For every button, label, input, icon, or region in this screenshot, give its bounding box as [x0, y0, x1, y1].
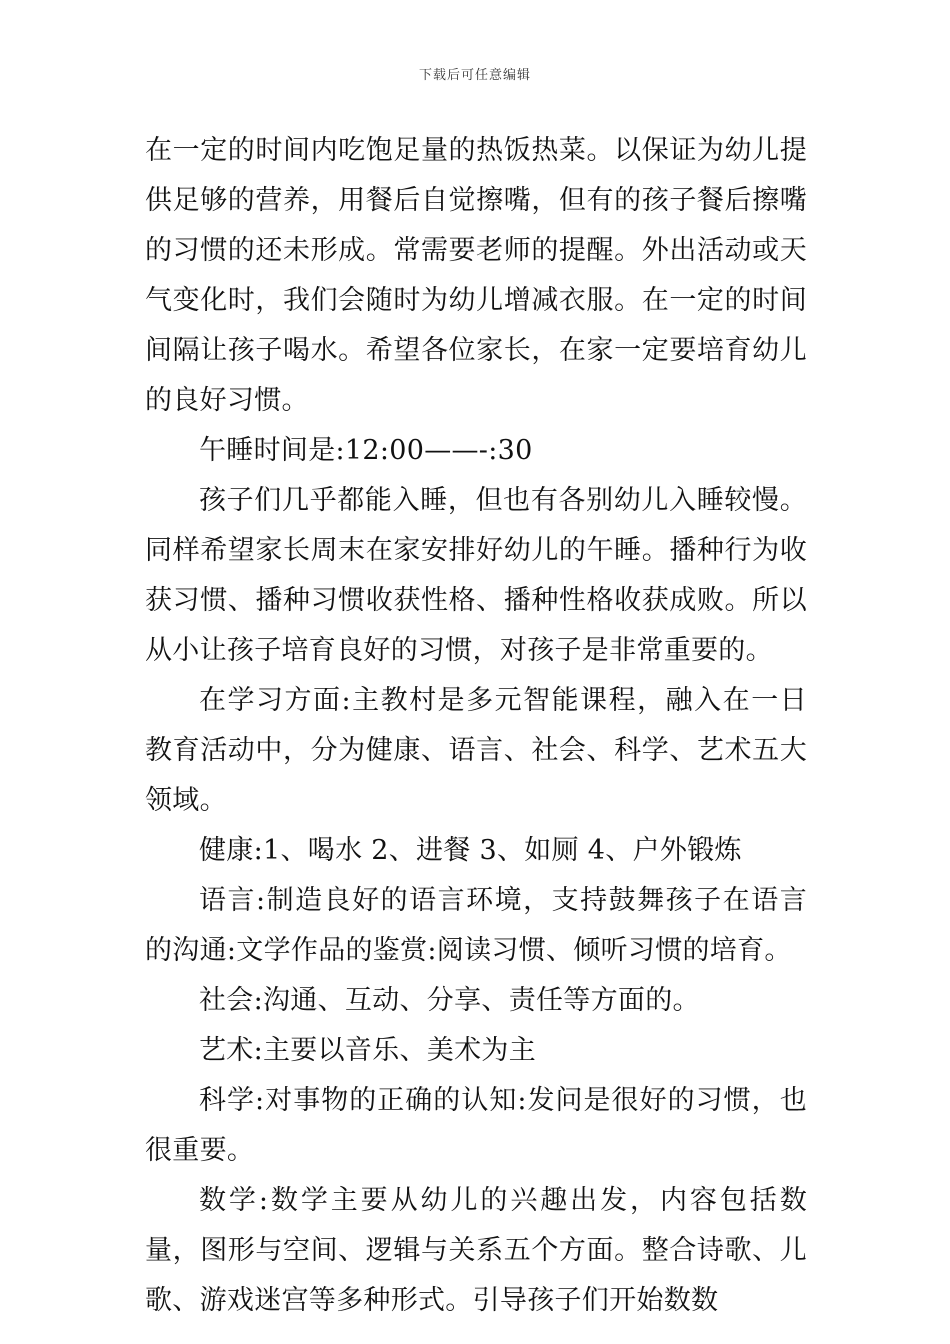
- paragraph-health: 健康:1、喝水 2、进餐 3、如厕 4、户外锻炼: [199, 835, 742, 866]
- paragraph-math: 数学:数学主要从幼儿的兴趣出发，内容包括数量，图形与空间、逻辑与关系五个方面。整合诗歌、儿歌、游戏迷宫等多种形式。引导孩子们开始数数: [145, 1185, 807, 1316]
- paragraph-science: 科学:对事物的正确的认知:发问是很好的习惯，也很重要。: [145, 1085, 807, 1166]
- paragraph-nap-habits: 孩子们几乎都能入睡，但也有各别幼儿入睡较慢。同样希望家长周末在家安排好幼儿的午睡。播种行为收获习惯、播种习惯收获性格、播种性格收获成败。所以从小让孩子培育良好的习惯，对孩子是非常重要的。: [145, 485, 807, 666]
- paragraph-language: 语言:制造良好的语言环境，支持鼓舞孩子在语言的沟通:文学作品的鉴赏:阅读习惯、倾听习惯的培育。: [145, 885, 807, 966]
- document-body: [145, 126, 807, 1326]
- paragraph-society: 社会:沟通、互动、分享、责任等方面的。: [199, 985, 700, 1016]
- paragraph-meals: 在一定的时间内吃饱足量的热饭热菜。以保证为幼儿提供足够的营养，用餐后自觉擦嘴，但有的孩子餐后擦嘴的习惯的还未形成。常需要老师的提醒。外出活动或天气变化时，我们会随时为幼儿增减衣服。在一定的时间间隔让孩子喝水。希望各位家长，在家一定要培育幼儿的良好习惯。: [145, 135, 807, 416]
- paragraph-art: 艺术:主要以音乐、美术为主: [199, 1035, 536, 1066]
- paragraph-learning: 在学习方面:主教村是多元智能课程，融入在一日教育活动中，分为健康、语言、社会、科学、艺术五大领域。: [145, 685, 807, 816]
- paragraph-nap-time: 午睡时间是:12:00——-:30: [199, 435, 533, 466]
- page-header: 下载后可任意编辑: [418, 68, 531, 83]
